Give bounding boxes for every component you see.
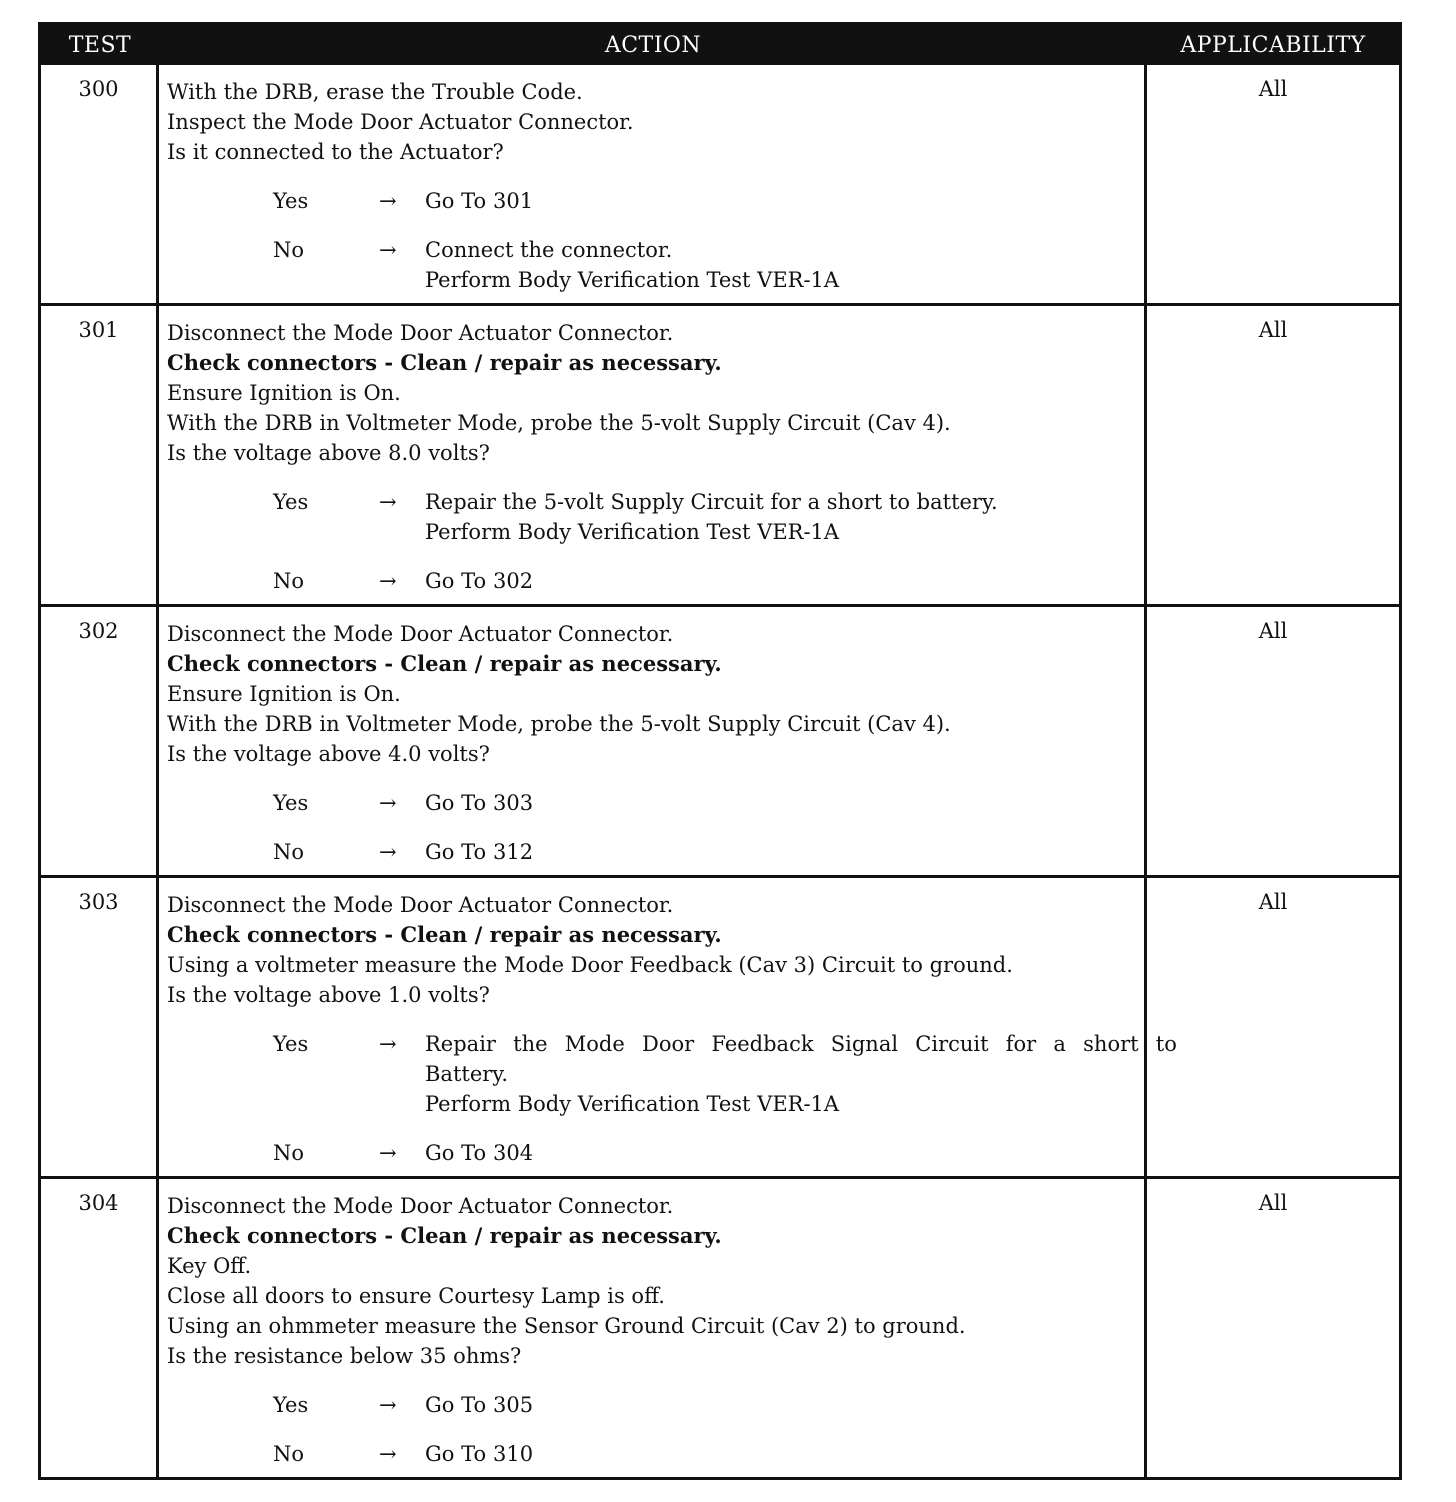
arrow-right-icon: → xyxy=(379,189,397,213)
answer-no xyxy=(273,235,1138,295)
applicability-value: All xyxy=(1147,878,1399,1179)
action-cell xyxy=(159,65,1147,306)
answer-key: No xyxy=(273,840,305,864)
applicability-value: All xyxy=(1147,65,1399,306)
answer-yes xyxy=(273,1029,1177,1119)
applicability-value: All xyxy=(1258,1191,1288,1215)
arrow-right-icon: → xyxy=(379,840,397,864)
arrow-right-icon: → xyxy=(379,569,397,593)
answer-list xyxy=(167,186,1138,295)
arrow-right-icon: → xyxy=(379,238,397,262)
action-instruction: Is the resistance below 35 ohms? xyxy=(167,1344,522,1368)
action-cell xyxy=(159,607,1147,878)
justified-word: Circuit xyxy=(915,1032,989,1056)
answer-no xyxy=(273,1439,1138,1469)
go-to-target: 304 xyxy=(493,1141,534,1165)
header-action: ACTION xyxy=(159,25,1147,65)
arrow-right-icon: → xyxy=(379,1393,397,1417)
justified-word: Mode xyxy=(564,1032,625,1056)
arrow-right-icon: → xyxy=(379,490,397,514)
action-instruction: With the DRB in Voltmeter Mode, probe the 5-volt Supply Circuit (Cav 4). xyxy=(167,411,951,435)
test-number: 300 xyxy=(41,65,159,306)
answer-text xyxy=(425,487,1138,547)
answer-key: No xyxy=(273,238,305,262)
answer-key: Yes xyxy=(273,791,309,815)
go-to-label: Go To xyxy=(425,1393,487,1417)
action-instruction: With the DRB, erase the Trouble Code. xyxy=(167,80,583,104)
justified-word: Feedback xyxy=(711,1032,814,1056)
test-number: 301 xyxy=(41,306,159,607)
justified-word: Door xyxy=(642,1032,695,1056)
arrow-right-icon: → xyxy=(379,1141,397,1165)
go-to-label: Go To xyxy=(425,840,487,864)
answer-list xyxy=(167,487,1138,596)
answer-text-line: Connect the connector. xyxy=(425,238,673,262)
action-instruction: Is it connected to the Actuator? xyxy=(167,140,504,164)
header-applicability: APPLICABILITY xyxy=(1147,25,1399,65)
test-number: 303 xyxy=(41,878,159,1179)
justified-word: Signal xyxy=(830,1032,899,1056)
go-to-label: Go To xyxy=(425,1141,487,1165)
answer-yes xyxy=(273,186,1138,216)
answer-key: No xyxy=(273,569,305,593)
diagnostic-test-table xyxy=(38,22,1402,1480)
action-cell xyxy=(159,1179,1147,1477)
answer-yes xyxy=(273,487,1138,547)
answer-key: Yes xyxy=(273,189,309,213)
justified-word: a xyxy=(1053,1032,1066,1056)
answer-no xyxy=(273,837,1138,867)
action-instruction-bold: Check connectors - Clean / repair as necessary. xyxy=(167,922,722,947)
action-instruction-bold: Check connectors - Clean / repair as necessary. xyxy=(167,1223,722,1248)
justified-word: short xyxy=(1083,1032,1139,1056)
action-instruction: Is the voltage above 4.0 volts? xyxy=(167,742,490,766)
answer-no xyxy=(273,1138,1138,1168)
answer-key: Yes xyxy=(273,490,309,514)
go-to-target: 305 xyxy=(493,1393,534,1417)
action-instruction: Using an ohmmeter measure the Sensor Ground Circuit (Cav 2) to ground. xyxy=(167,1314,966,1338)
answer-text-line: Perform Body Verification Test VER-1A xyxy=(425,268,840,292)
go-to-label: Go To xyxy=(425,189,487,213)
answer-list xyxy=(167,1029,1177,1168)
go-to-label: Go To xyxy=(425,1442,487,1466)
answer-key: No xyxy=(273,1442,305,1466)
action-instruction: Is the voltage above 8.0 volts? xyxy=(167,441,490,465)
answer-yes xyxy=(273,1390,1138,1420)
go-to-target: 303 xyxy=(493,791,534,815)
action-instruction: Ensure Ignition is On. xyxy=(167,381,401,405)
action-instruction: Is the voltage above 1.0 volts? xyxy=(167,983,490,1007)
answer-text-line: Battery. xyxy=(425,1062,509,1086)
arrow-right-icon: → xyxy=(379,1032,397,1056)
answer-text xyxy=(425,1029,1177,1119)
header-test: TEST xyxy=(41,25,159,65)
justified-word: to xyxy=(1155,1032,1177,1056)
action-instruction: Inspect the Mode Door Actuator Connector. xyxy=(167,110,634,134)
answer-text-line: Repair the 5-volt Supply Circuit for a short to battery. xyxy=(425,490,998,514)
test-number: 304 xyxy=(41,1179,159,1477)
answer-key: Yes xyxy=(273,1032,309,1056)
applicability-value: All xyxy=(1147,306,1399,607)
answer-yes xyxy=(273,788,1138,818)
action-instruction: Disconnect the Mode Door Actuator Connector. xyxy=(167,893,674,917)
go-to-target: 301 xyxy=(493,189,534,213)
action-instruction: Ensure Ignition is On. xyxy=(167,682,401,706)
action-instruction: Using a voltmeter measure the Mode Door Feedback (Cav 3) Circuit to ground. xyxy=(167,953,1013,977)
test-number: 302 xyxy=(41,607,159,878)
go-to-target: 302 xyxy=(493,569,534,593)
action-instruction: With the DRB in Voltmeter Mode, probe the 5-volt Supply Circuit (Cav 4). xyxy=(167,712,951,736)
answer-text xyxy=(425,235,1138,295)
action-instruction: Disconnect the Mode Door Actuator Connector. xyxy=(167,622,674,646)
go-to-target: 312 xyxy=(493,840,534,864)
justified-word: Repair xyxy=(425,1032,496,1056)
answer-list xyxy=(167,788,1138,867)
answer-key: Yes xyxy=(273,1393,309,1417)
answer-key: No xyxy=(273,1141,305,1165)
justified-word: the xyxy=(513,1032,548,1056)
answer-justified-line xyxy=(425,1029,1177,1059)
go-to-target: 310 xyxy=(493,1442,534,1466)
answer-text-line: Perform Body Verification Test VER-1A xyxy=(425,1092,840,1116)
action-instruction: Disconnect the Mode Door Actuator Connector. xyxy=(167,1194,674,1218)
arrow-right-icon: → xyxy=(379,791,397,815)
answer-list xyxy=(167,1390,1138,1469)
answer-no xyxy=(273,566,1138,596)
action-cell xyxy=(159,878,1177,1179)
applicability-value: All xyxy=(1147,607,1399,878)
arrow-right-icon: → xyxy=(379,1442,397,1466)
justified-word: for xyxy=(1005,1032,1037,1056)
action-instruction-bold: Check connectors - Clean / repair as necessary. xyxy=(167,350,722,375)
action-instruction-bold: Check connectors - Clean / repair as necessary. xyxy=(167,651,722,676)
go-to-label: Go To xyxy=(425,569,487,593)
answer-text-line: Perform Body Verification Test VER-1A xyxy=(425,520,840,544)
go-to-label: Go To xyxy=(425,791,487,815)
action-instruction: Key Off. xyxy=(167,1254,252,1278)
action-instruction: Close all doors to ensure Courtesy Lamp is off. xyxy=(167,1284,665,1308)
action-cell xyxy=(159,306,1147,607)
action-instruction: Disconnect the Mode Door Actuator Connector. xyxy=(167,321,674,345)
